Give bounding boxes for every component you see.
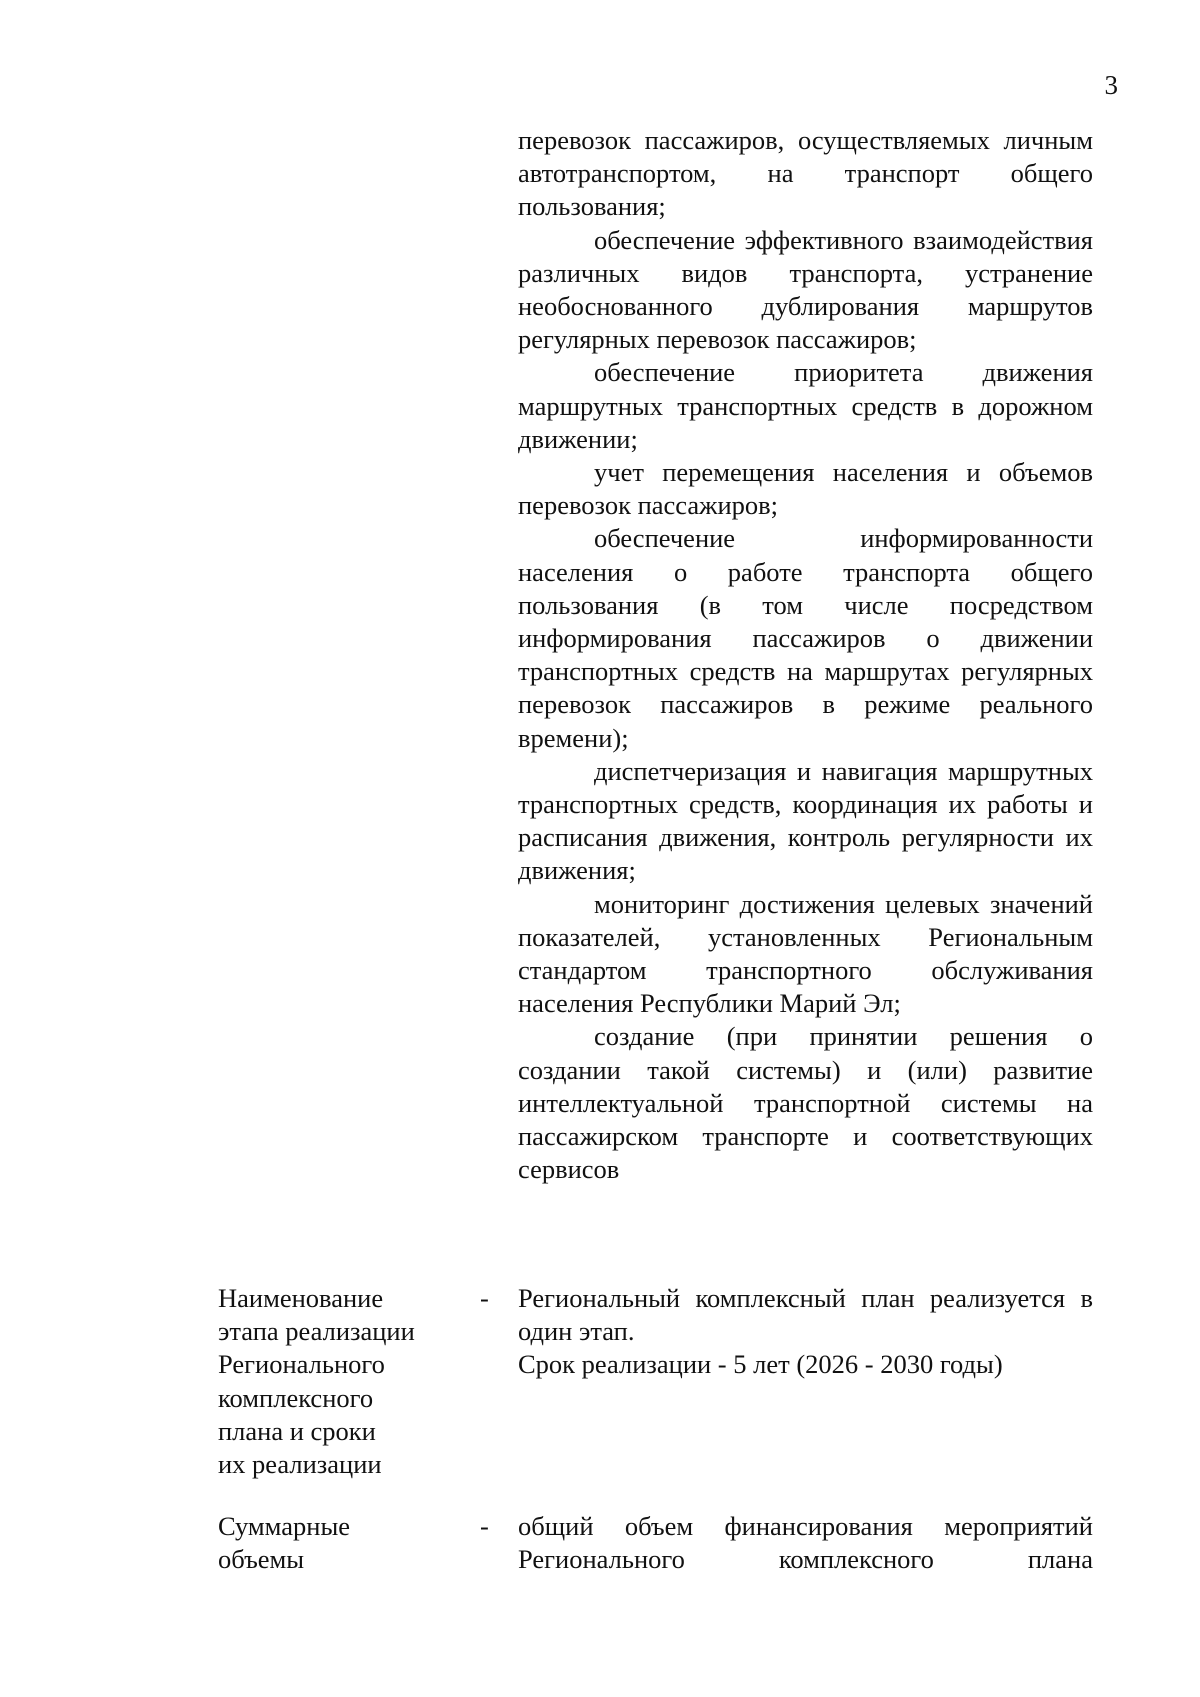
paragraph: обеспечение эффективного взаимодействия различных видов транспорта, устранение необоснованного дублирования маршрутов регулярных перевозок пассажиров; bbox=[518, 224, 1093, 355]
paragraph: мониторинг достижения целевых значений показателей, установленных Региональным стандартом транспортного обслуживания населения Республики Марий Эл; bbox=[518, 888, 1093, 1019]
label-line: объемы bbox=[218, 1544, 305, 1575]
paragraph: обеспечение информированности населения о работе транспорта общего пользования (в том числе посредством информирования пассажиров о движении транспортных средств на маршрутах регулярных перевозок пассажиров в режиме реального времени); bbox=[518, 523, 1093, 753]
paragraph: диспетчеризация и навигация маршрутных транспортных средств, координация их работы и расписания движения, контроль регулярности их движения; bbox=[518, 755, 1093, 886]
summary-text-line: общий объем финансирования мероприятий Регионального комплексного плана bbox=[518, 1511, 1093, 1575]
label-line: Регионального bbox=[218, 1349, 385, 1380]
label-line: комплексного bbox=[218, 1382, 374, 1413]
passport-goals-continuation bbox=[518, 124, 1093, 1187]
summary-text bbox=[518, 1510, 1093, 1576]
label-line: Наименование bbox=[218, 1283, 384, 1313]
page-number: 3 bbox=[1104, 70, 1118, 100]
row-dash: - bbox=[480, 1511, 489, 1541]
label-line: Суммарные bbox=[218, 1511, 351, 1541]
label-line: их реализации bbox=[218, 1449, 382, 1480]
row-dash: - bbox=[480, 1283, 489, 1313]
paragraph: учет перемещения населения и объемов перевозок пассажиров; bbox=[518, 457, 1093, 521]
paragraph: перевозок пассажиров, осуществляемых личным автотранспортом, на транспорт общего пользования; bbox=[518, 125, 1093, 222]
stage-label bbox=[218, 1282, 468, 1481]
stage-text-line: Региональный комплексный план реализуется в один этап. bbox=[518, 1283, 1093, 1347]
stage-text bbox=[518, 1282, 1093, 1382]
paragraph: обеспечение приоритета движения маршрутных транспортных средств в дорожном движении; bbox=[518, 357, 1093, 454]
summary-label bbox=[218, 1510, 468, 1576]
paragraph: создание (при принятии решения о создании такой системы) и (или) развитие интеллектуальной транспортной системы на пассажирском транспорте и соответствующих сервисов bbox=[518, 1021, 1093, 1185]
label-line: плана и сроки bbox=[218, 1415, 376, 1446]
stage-text-line: Срок реализации - 5 лет (2026 - 2030 годы) bbox=[518, 1349, 1003, 1380]
label-line: этапа реализации bbox=[218, 1316, 415, 1347]
